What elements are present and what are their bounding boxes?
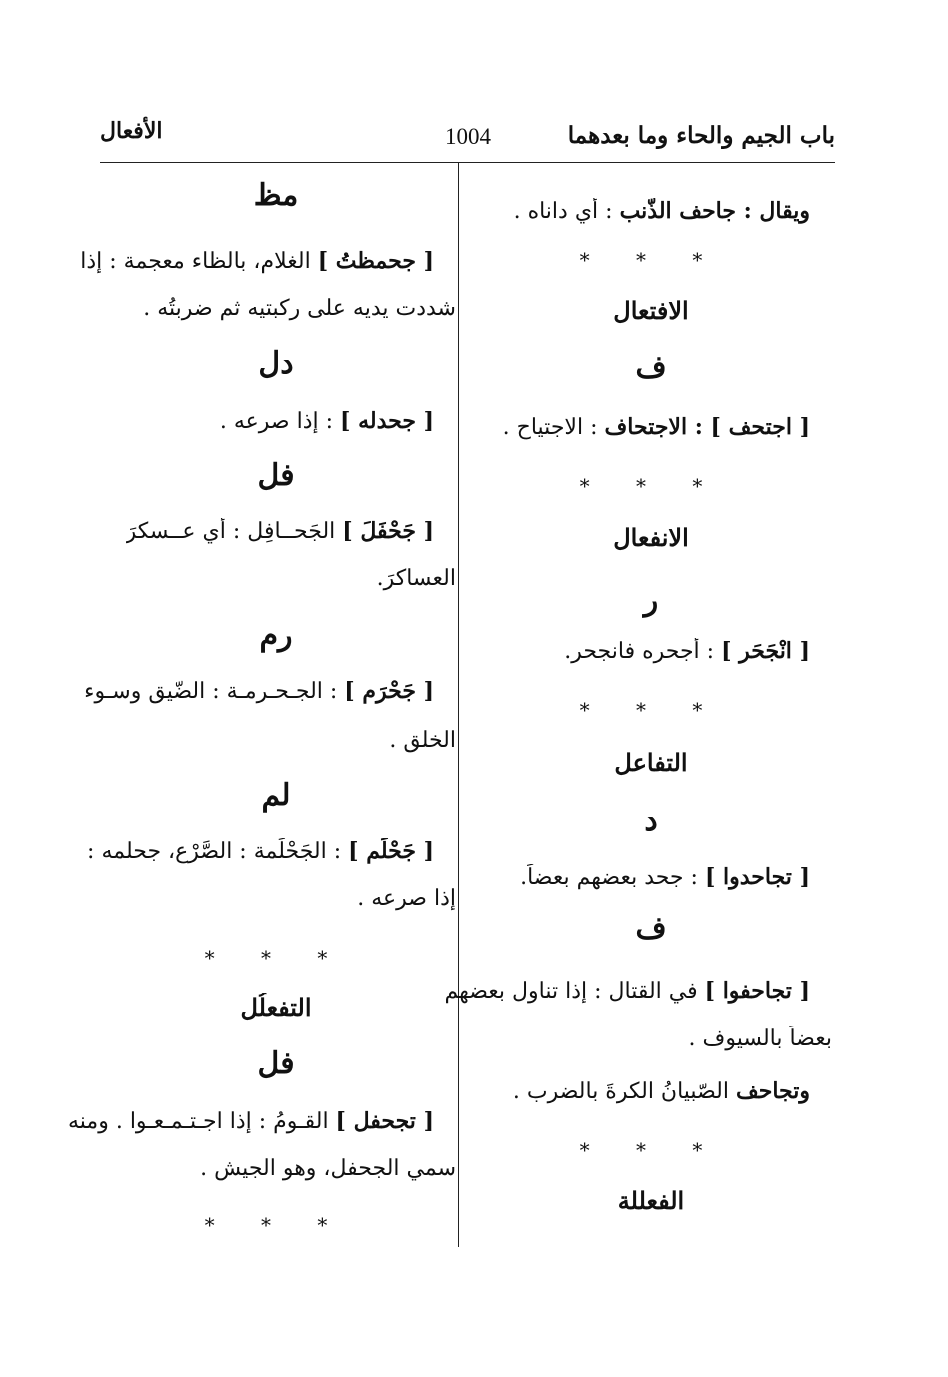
entry-line: بعضاً بالسيوف . xyxy=(688,1026,832,1051)
section-heading: التفاعل xyxy=(614,748,688,777)
page-number: 1004 xyxy=(445,124,491,149)
section-heading: الانفعال xyxy=(613,523,689,552)
entry-line: شددت يديه على ركبتيه ثم ضربتُه . xyxy=(143,296,456,321)
entry-line: [ اجتحف ] : الاجتحاف : الاجتياح . xyxy=(502,414,810,440)
section-heading: التفعلُل xyxy=(240,993,312,1022)
separator-stars: * * * xyxy=(579,248,723,272)
root-heading: مظ xyxy=(253,178,299,213)
root-heading: دل xyxy=(258,346,294,381)
entry-line: [ جَحْرَم ] : الجـحـرمـة : الضّيق وسـوء xyxy=(84,678,434,704)
page-header xyxy=(100,118,835,163)
separator-stars: * * * xyxy=(579,474,723,498)
entry-line: [ انْجَحَر ] : أجحره فانجحر. xyxy=(564,638,810,664)
root-heading: فل xyxy=(257,1046,295,1081)
separator-stars: * * * xyxy=(579,698,723,722)
section-heading: الفعللة xyxy=(617,1186,685,1215)
root-heading: د xyxy=(644,803,658,838)
entry-line: سمي الجحفل، وهو الجيش . xyxy=(200,1156,456,1181)
root-heading: لم xyxy=(261,778,291,813)
entry-line: [ جحمظتُ ] الغلام، بالظاء معجمة : إذا xyxy=(80,248,434,274)
entry-line: [ جحدله ] : إذا صرعه . xyxy=(219,408,434,434)
entry-line: [ جَحْفَلَ ] الجَحــافِل : أي عــسكرَ xyxy=(125,518,434,544)
entry-line: الخلق . xyxy=(389,728,456,753)
section-heading: الافتعال xyxy=(613,296,689,325)
separator-stars: * * * xyxy=(204,946,348,970)
entry-line: إذا صرعه . xyxy=(357,886,456,911)
entry-line: [ تجاحفوا ] في القتال : إذا تناول بعضهم xyxy=(444,978,810,1004)
column-divider xyxy=(458,162,459,1247)
entry-line: العساكرَ. xyxy=(376,566,456,591)
entry-line: وتجاحف الصّبيانُ الكرةَ بالضرب . xyxy=(512,1078,810,1104)
entry-line: [ تجاحدوا ] : جحد بعضهم بعضاً. xyxy=(520,864,810,890)
entry-line: ويقال : جاحف الذّنب : أي داناه . xyxy=(513,198,810,224)
root-heading: ر xyxy=(643,583,659,618)
chapter-title: الأفعال xyxy=(100,118,163,144)
root-heading: رم xyxy=(259,618,293,653)
entry-line: [ تجحفل ] القـومُ : إذا اجـتـمـعـوا . ومنه xyxy=(68,1108,434,1134)
root-heading: فل xyxy=(257,458,295,493)
root-heading: ف xyxy=(635,911,667,946)
entry-line: [ جَحْلَم ] : الجَحْلَمة : الصَّرْع، جحلمه : xyxy=(87,838,434,864)
separator-stars: * * * xyxy=(579,1138,723,1162)
root-heading: ف xyxy=(635,350,667,385)
separator-stars: * * * xyxy=(204,1213,348,1237)
section-title: باب الجيم والحاء وما بعدهما xyxy=(567,122,835,149)
